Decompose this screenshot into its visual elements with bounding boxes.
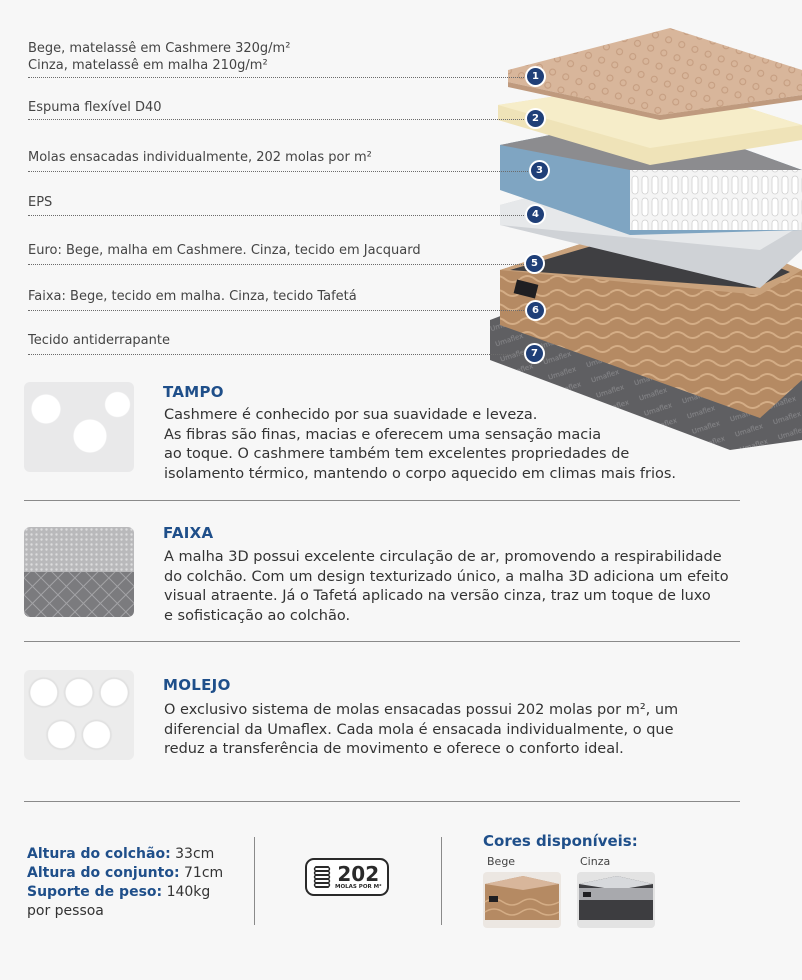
faixa-line: do colchão. Com um design texturizado único, a malha 3D adiciona um efeito: [164, 568, 729, 585]
layer-7-leader: [28, 354, 524, 355]
layer-3-badge: 3: [531, 162, 548, 179]
tampo-text: [164, 406, 764, 484]
altura-conjunto-row: [27, 864, 223, 883]
divider: [24, 500, 740, 501]
layer-4-leader: [28, 215, 526, 216]
divider: [24, 801, 740, 802]
molejo-line: reduz a transferência de movimento e oferece o conforto ideal.: [164, 741, 624, 757]
specs-block: [27, 845, 223, 921]
layer-2-leader: [28, 119, 526, 120]
springs-badge-number: 202: [337, 861, 380, 886]
altura-conjunto-value: 71cm: [184, 865, 224, 881]
layer-1-label-line1: Bege, matelassê em Cashmere 320g/m²: [28, 41, 291, 56]
suporte-value-line2: por pessoa: [27, 903, 104, 919]
faixa-thumbnail: [24, 527, 134, 617]
color-option-cinza[interactable]: [577, 872, 655, 928]
molejo-line: diferencial da Umaflex. Cada mola é ensacada individualmente, o que: [164, 721, 674, 738]
layer-6-leader: [28, 310, 526, 311]
molejo-text: [164, 701, 764, 760]
faixa-line: visual atraente. Já o Tafetá aplicado na versão cinza, traz um toque de luxo: [164, 588, 711, 604]
mattress-exploded-illustration: [430, 20, 802, 460]
tampo-line: As fibras são finas, macias e oferecem uma sensação macia: [164, 426, 602, 443]
layer-1-label: [28, 40, 290, 74]
layer-4-badge: 4: [527, 206, 544, 223]
faixa-text: [164, 548, 764, 626]
layer-2-badge: 2: [527, 110, 544, 127]
altura-colchao-label: Altura do colchão:: [27, 846, 171, 862]
layer-3-leader: [28, 171, 530, 172]
molejo-line: O exclusivo sistema de molas ensacadas possui 202 molas por m², um: [164, 702, 679, 718]
layer-1-label-line2: Cinza, matelassê em malha 210g/m²: [28, 58, 268, 73]
altura-conjunto-label: Altura do conjunto:: [27, 865, 180, 881]
tampo-line: ao toque. O cashmere também tem excelentes propriedades de: [164, 446, 630, 462]
layer-6-badge: 6: [527, 302, 544, 319]
springs-badge: [305, 858, 389, 896]
vertical-divider: [254, 837, 255, 925]
layer-1-badge: 1: [527, 68, 544, 85]
altura-colchao-value: 33cm: [175, 846, 215, 862]
color-option-bege-label: Bege: [487, 855, 516, 868]
layer-7-label: Tecido antiderrapante: [28, 333, 170, 348]
suporte-value: 140kg: [166, 884, 211, 900]
layer-7-badge: 7: [526, 345, 543, 362]
tampo-line: Cashmere é conhecido por sua suavidade e leveza.: [164, 407, 538, 423]
divider: [24, 641, 740, 642]
spring-icon: [312, 864, 332, 890]
layer-5-leader: [28, 264, 524, 265]
suporte-row: [27, 883, 223, 902]
tampo-title: TAMPO: [163, 383, 224, 401]
colors-title: Cores disponíveis:: [483, 832, 638, 850]
suporte-label: Suporte de peso:: [27, 884, 163, 900]
layer-1-leader: [28, 77, 528, 78]
layer-3-label: Molas ensacadas individualmente, 202 molas por m²: [28, 150, 372, 165]
faixa-line: e sofisticação ao colchão.: [164, 607, 351, 624]
layer-4-label: EPS: [28, 195, 53, 210]
vertical-divider: [441, 837, 442, 925]
tampo-thumbnail: [24, 382, 134, 472]
layer-2-label: Espuma flexível D40: [28, 100, 162, 115]
faixa-line: A malha 3D possui excelente circulação de ar, promovendo a respirabilidade: [164, 549, 722, 565]
layer-5-label: Euro: Bege, malha em Cashmere. Cinza, tecido em Jacquard: [28, 243, 421, 258]
altura-colchao-row: [27, 845, 223, 864]
faixa-title: FAIXA: [163, 524, 214, 542]
color-option-cinza-label: Cinza: [580, 855, 611, 868]
color-option-bege[interactable]: [483, 872, 561, 928]
molejo-thumbnail: [24, 670, 134, 760]
springs-badge-caption: MOLAS POR M²: [335, 883, 382, 890]
tampo-line: isolamento térmico, mantendo o corpo aquecido em climas mais frios.: [164, 465, 677, 482]
layer-6-label: Faixa: Bege, tecido em malha. Cinza, tecido Tafetá: [28, 289, 357, 304]
molejo-title: MOLEJO: [163, 676, 231, 694]
layer-5-badge: 5: [526, 255, 543, 272]
